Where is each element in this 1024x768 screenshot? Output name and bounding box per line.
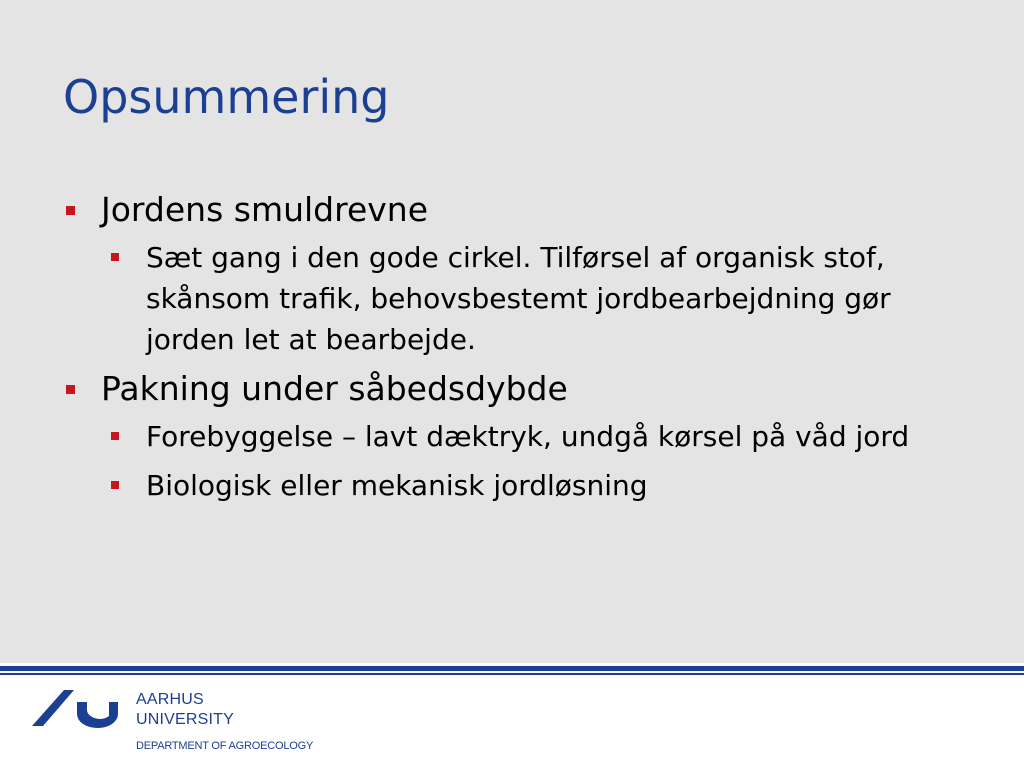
- square-bullet-icon: [111, 253, 119, 261]
- square-bullet-icon: [111, 432, 119, 440]
- bullet-item-level1: [64, 368, 964, 410]
- square-bullet-icon: [66, 206, 75, 215]
- footer-rule-thick: [0, 666, 1024, 671]
- bullet-text: Forebyggelse – lavt dæktryk, undgå kørsel på våd jord: [146, 420, 910, 453]
- bullet-list: [64, 189, 964, 514]
- footer-rule-thin: [0, 673, 1024, 675]
- bullet-item-level2: [109, 416, 964, 457]
- university-name-line1: AARHUS: [136, 691, 204, 708]
- department-name: DEPARTMENT OF AGROECOLOGY: [136, 740, 314, 752]
- bullet-text: Jordens smuldrevne: [101, 190, 429, 229]
- slide-title: Opsummering: [63, 70, 390, 124]
- aarhus-university-logo-icon: [30, 686, 120, 734]
- university-name-line2: UNIVERSITY: [136, 711, 235, 728]
- university-brand: [136, 690, 313, 753]
- bullet-text: Pakning under såbedsdybde: [101, 369, 568, 408]
- bullet-item-level2: [109, 465, 964, 506]
- square-bullet-icon: [66, 385, 75, 394]
- bullet-item-level2: [109, 237, 964, 360]
- bullet-text: Biologisk eller mekanisk jordløsning: [146, 469, 648, 502]
- bullet-item-level1: [64, 189, 964, 231]
- bullet-text: Sæt gang i den gode cirkel. Tilførsel af organisk stof, skånsom trafik, behovsbestemt jordbearbejdning gør jorden let at bearbejde.: [146, 241, 891, 356]
- square-bullet-icon: [111, 481, 119, 489]
